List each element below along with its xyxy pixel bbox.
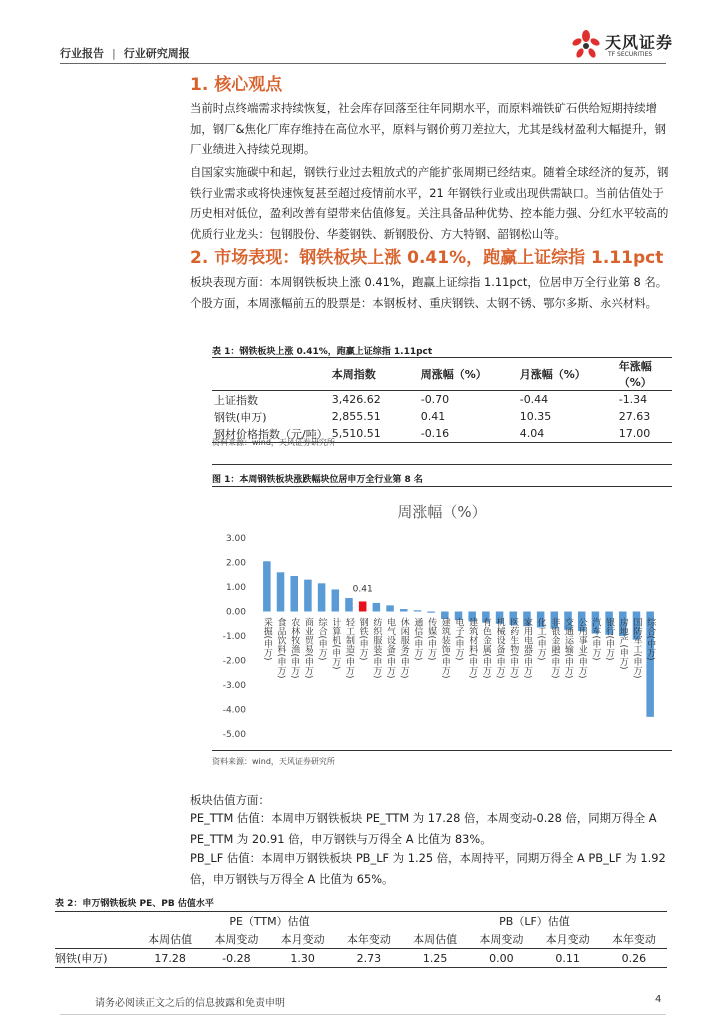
valuation-table	[55, 911, 667, 968]
x-category-label: 非银金融(申万)	[549, 617, 560, 679]
table-cell: -0.70	[420, 393, 450, 406]
table2-group-pb: PB（LF）估值	[499, 915, 570, 928]
table2-subheader: 本周变动	[214, 933, 259, 946]
x-category-label: 电子(申万)	[453, 617, 464, 661]
table-cell: 3,426.62	[331, 393, 381, 406]
x-category-label: 农林牧渔(申万)	[289, 617, 300, 679]
x-category-label: 休闲服务(申万)	[398, 617, 409, 679]
section1-title: 1. 核心观点	[190, 75, 283, 95]
table-cell: 10.35	[519, 410, 552, 423]
x-category-label: 汽车(申万)	[590, 617, 601, 661]
index-performance-table	[212, 357, 672, 443]
table2-corner	[55, 930, 137, 949]
figure1-rule	[212, 750, 672, 751]
table-cell: 17.00	[618, 427, 651, 440]
bar	[427, 612, 435, 613]
breadcrumb-separator: |	[111, 47, 116, 60]
x-category-label: 综合(中万)	[645, 617, 656, 661]
table-cell: 上证指数	[214, 393, 258, 407]
figure1-rule	[212, 486, 672, 487]
bar	[345, 598, 353, 611]
page-number: 4	[655, 994, 662, 1005]
bar	[277, 572, 285, 611]
table-cell: -0.16	[420, 427, 450, 440]
y-tick-label: -4.00	[222, 705, 246, 716]
table1-header: 年涨幅（%）	[618, 360, 652, 389]
table2-subheader: 本月变动	[545, 933, 590, 946]
table2-subheader: 本周变动	[479, 933, 524, 946]
x-category-label: 国防军工(申万)	[631, 617, 642, 679]
x-category-label: 食品饮料(申万)	[275, 617, 286, 679]
bar	[414, 610, 422, 611]
bar	[400, 609, 408, 611]
table2-corner	[55, 912, 137, 931]
x-category-label: 钢铁(申万)	[357, 617, 368, 661]
table-cell: 2.73	[356, 951, 382, 965]
bar	[263, 561, 271, 611]
x-category-label: 商业贸易(申万)	[302, 617, 313, 679]
table1-header-blank	[212, 358, 330, 391]
logo-name: 天风证券	[605, 33, 674, 52]
x-category-label: 采掘(申万)	[261, 617, 272, 661]
x-category-label: 交通运输(申万)	[563, 617, 574, 679]
table1-header: 本周指数	[331, 368, 376, 381]
table-cell: 4.04	[519, 427, 545, 440]
table-row	[212, 408, 672, 425]
x-category-label: 电气设备(申万)	[385, 617, 396, 679]
bar	[290, 576, 298, 612]
table-cell: 5,510.51	[331, 427, 381, 440]
y-tick-label: 1.00	[225, 583, 246, 593]
x-category-label: 化工(申万)	[535, 617, 546, 661]
footer-disclaimer: 请务必阅读正文之后的信息披露和免责申明	[95, 998, 285, 1009]
x-category-label: 计算机(申万)	[330, 617, 341, 670]
tf-logo-icon	[568, 28, 604, 62]
bar	[373, 603, 381, 612]
table-cell: -1.34	[618, 393, 648, 406]
table-cell: 0.00	[489, 951, 514, 965]
bar	[332, 589, 340, 611]
report-breadcrumb	[60, 45, 190, 61]
section1-para2: 自国家实施碳中和起，钢铁行业过去粗放式的产能扩张周期已经结束。随着全球经济的复苏，钢铁行业需求或将快速恢复甚至超过疫情前水平，21 年钢铁行业或出现供需缺口。当前估值处于历史相对低位，盈利改善有望带来估值修复。关注具备品种优势、控本能力强、分红水平较高的优质行业龙头：包钢股份、华菱钢铁、新钢股份、方大特钢、韶钢松山等。	[190, 165, 669, 241]
x-category-label: 综合(申万)	[316, 617, 327, 661]
y-tick-label: 2.00	[225, 558, 246, 569]
highlight-data-label: 0.41	[352, 584, 373, 595]
table-row	[212, 391, 672, 409]
x-category-label: 银行(申万)	[604, 617, 615, 661]
valuation-pb: PB_LF 估值：本周申万钢铁板块 PB_LF 为 1.25 倍，本周持平，同期万得全 A PB_LF 为 1.92 倍，申万钢铁与万得全 A 比值为 65%。	[190, 851, 666, 886]
figure1-source: 资料来源：wind，天风证券研究所	[212, 757, 335, 766]
y-tick-label: -5.00	[222, 730, 246, 740]
x-category-label: 建筑装饰(申万)	[439, 617, 450, 679]
table1-header: 月涨幅（%）	[519, 368, 586, 381]
x-category-label: 纺织服装(申万)	[371, 617, 382, 679]
y-tick-label: -1.00	[222, 632, 246, 642]
table-cell: -0.44	[519, 393, 549, 406]
breadcrumb-category: 行业报告	[60, 47, 104, 60]
table-cell: 17.28	[154, 951, 186, 965]
table-row	[55, 949, 667, 968]
table2-subheader: 本周估值	[148, 933, 193, 946]
table-cell: 0.26	[621, 951, 647, 965]
table-cell: 1.30	[290, 951, 315, 965]
table1-title: 表 1：钢铁板块上涨 0.41%，跑赢上证综指 1.11pct	[212, 347, 433, 357]
table-cell: 钢铁(申万)	[214, 410, 267, 424]
table-cell: 27.63	[618, 410, 651, 423]
footer-rule	[60, 1014, 666, 1015]
table1-source: 资料来源：wind，天风证券研究所	[212, 438, 335, 447]
table2-subheader: 本年变动	[346, 933, 391, 946]
bar	[318, 583, 326, 611]
section2-title: 2. 市场表现：钢铁板块上涨 0.41%，跑赢上证综指 1.11pct	[190, 248, 664, 268]
figure1-title: 图 1：本周钢铁板块涨跌幅块位居申万全行业第 8 名	[212, 475, 423, 485]
figure1-rule	[212, 464, 672, 465]
table2-title: 表 2：申万钢铁板块 PE、PB 估值水平	[55, 899, 214, 909]
x-category-label: 机械设备(申万)	[494, 617, 505, 679]
y-tick-label: 3.00	[225, 534, 246, 544]
table-cell: -0.28	[222, 951, 251, 965]
valuation-heading: 板块估值方面：	[190, 793, 270, 807]
x-category-label: 有色金属(申万)	[480, 617, 491, 679]
table1-header: 周涨幅（%）	[420, 368, 487, 381]
y-tick-label: -3.00	[222, 681, 246, 691]
x-category-label: 传媒(申万)	[426, 617, 437, 661]
bar	[386, 605, 394, 611]
y-tick-label: -2.00	[222, 656, 246, 667]
x-category-label: 通信(申万)	[412, 617, 423, 661]
table-cell: 钢材价格指数（元/吨）	[214, 427, 328, 441]
weekly-change-bar-chart	[212, 492, 672, 746]
table2-row-label: 钢铁(申万)	[55, 952, 108, 965]
x-category-label: 家用电器(申万)	[521, 617, 532, 679]
chart-title: 周涨幅（%）	[397, 503, 487, 521]
table2-subheader: 本周估值	[413, 933, 458, 946]
bar	[304, 580, 312, 612]
table2-group-pe: PE（TTM）估值	[229, 915, 310, 928]
table-cell: 2,855.51	[331, 410, 381, 423]
table-cell: 1.25	[422, 951, 448, 965]
table2-subheader: 本月变动	[280, 933, 325, 946]
table-cell: 0.41	[420, 410, 446, 423]
x-category-label: 公用事业(申万)	[576, 617, 587, 679]
bar	[359, 601, 367, 611]
breadcrumb-type: 行业研究周报	[123, 47, 190, 60]
x-category-label: 医药生物(申万)	[508, 617, 519, 679]
x-category-label: 轻工制造(申万)	[343, 617, 354, 679]
y-tick-label: 0.00	[225, 607, 246, 618]
logo-name-en: TF SECURITIES	[608, 51, 653, 58]
section2-para1: 板块表现方面：本周钢铁板块上涨 0.41%，跑赢上证综指 1.11pct，位居申万全行业第 8 名。个股方面，本周涨幅前五的股票是：本钢板材、重庆钢铁、太钢不锈、鄂尔多斯、永兴材料。	[190, 275, 668, 310]
x-category-label: 建筑材料(申万)	[467, 617, 478, 679]
section1-para1: 当前时点终端需求持续恢复，社会库存回落至往年同期水平，而原料端铁矿石供给短期持续增加，钢厂&焦化厂库存维持在高位水平，原料与钢价剪刀差拉大，尤其是线材盈利大幅提升，钢厂业绩进入持续兑现期。	[190, 101, 666, 156]
header-rule	[60, 63, 666, 64]
x-category-label: 房地产(申万)	[617, 617, 628, 670]
table2-subheader: 本年变动	[611, 933, 656, 946]
valuation-pe: PE_TTM 估值：本周申万钢铁板块 PE_TTM 为 17.28 倍，本周变动-0.28 倍，同期万得全 A PE_TTM 为 20.91 倍，申万钢铁与万得全 A 比值为 83%。	[190, 811, 657, 846]
table-cell: 0.11	[555, 951, 580, 965]
